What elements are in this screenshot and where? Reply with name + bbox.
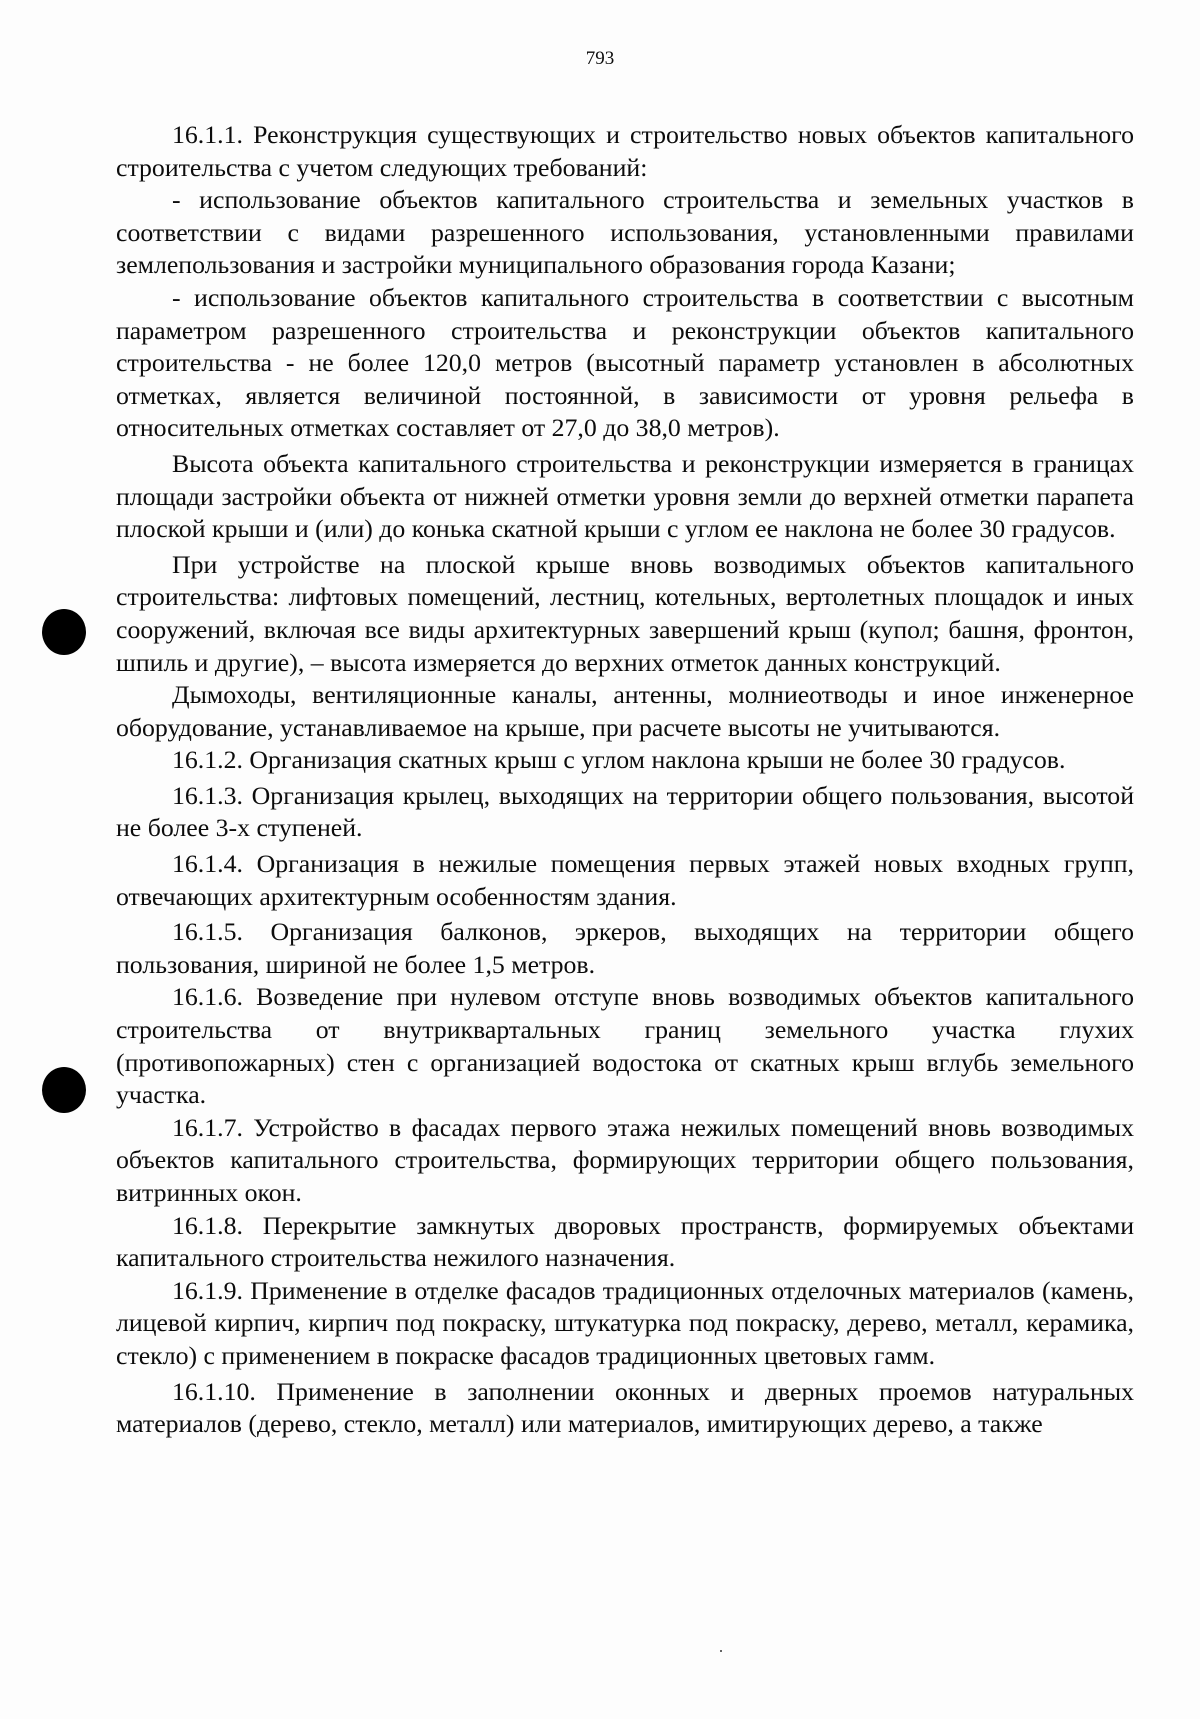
paragraph-16-1-10: 16.1.10. Применение в заполнении оконных и дверных проемов натуральных материалов (дерево, стекло, металл) или материалов, имитирующих дерево, а также xyxy=(116,1376,1134,1439)
paragraph-bullet-height-parameter: - использование объектов капитального строительства в соответствии с высотным параметром разрешенного строительства и реконструкции объектов капитального строительства - не более 120,0 метров (высотный параметр установлен в абсолютных отметках, является величиной постоянной, в зависимости от уровня рельефа в относительных отметках составляет от 27,0 до 38,0 метров). xyxy=(116,282,1134,443)
paragraph-16-1-5: 16.1.5. Организация балконов, эркеров, выходящих на территории общего пользования, шириной не более 1,5 метров. xyxy=(116,917,1134,979)
paragraph-16-1-9: 16.1.9. Применение в отделке фасадов традиционных отделочных материалов (камень, лицевой кирпич, кирпич под покраску, штукатурка под покраску, дерево, металл, керамика, стекло) с применением в покраске фасадов традиционных цветовых гамм. xyxy=(116,1275,1134,1370)
punch-hole-top xyxy=(42,609,86,655)
paragraph-16-1-1: 16.1.1. Реконструкция существующих и строительство новых объектов капитального строительства с учетом следующих требований: xyxy=(116,120,1134,182)
paragraph-roof-structures: При устройстве на плоской крыше вновь возводимых объектов капитального строительства: лифтовых помещений, лестниц, котельных, вертолетных площадок и иных сооружений, включая все виды архитектурных завершений крыш (купол; башня, фронтон, шпиль и другие), – высота измеряется до верхних отметок данных конструкций. xyxy=(116,549,1134,677)
paragraph-16-1-3: 16.1.3. Организация крылец, выходящих на территории общего пользования, высотой не более 3-х ступеней. xyxy=(116,780,1134,843)
paragraph-16-1-8: 16.1.8. Перекрытие замкнутых дворовых пространств, формируемых объектами капитального строительства нежилого назначения. xyxy=(116,1210,1134,1273)
paragraph-height-measurement: Высота объекта капитального строительства и реконструкции измеряется в границах площади застройки объекта от нижней отметки уровня земли до верхней отметки парапета плоской крыши и (или) до конька скатной крыши с углом ее наклона не более 30 градусов. xyxy=(116,448,1134,544)
document-body xyxy=(116,119,1134,1441)
paragraph-16-1-7: 16.1.7. Устройство в фасадах первого этажа нежилых помещений вновь возводимых объектов капитального строительства, формирующих территории общего пользования, витринных окон. xyxy=(116,1112,1134,1207)
page-number: 793 xyxy=(585,48,615,69)
paragraph-16-1-6: 16.1.6. Возведение при нулевом отступе вновь возводимых объектов капитального строительства от внутриквартальных границ земельного участка глухих (противопожарных) стен с организацией водостока от скатных крыш вглубь земельного участка. xyxy=(116,982,1134,1110)
punch-hole-bottom xyxy=(42,1067,86,1113)
paragraph-bullet-land-use: - использование объектов капитального строительства и земельных участков в соответствии с видами разрешенного использования, установленными правилами землепользования и застройки муниципального образования города Казани; xyxy=(116,185,1134,280)
scan-speck xyxy=(720,1650,722,1652)
paragraph-16-1-4: 16.1.4. Организация в нежилые помещения первых этажей новых входных групп, отвечающих архитектурным особенностям здания. xyxy=(116,849,1134,911)
paragraph-16-1-2: 16.1.2. Организация скатных крыш с углом наклона крыши не более 30 градусов. xyxy=(172,745,1066,775)
paragraph-chimneys: Дымоходы, вентиляционные каналы, антенны, молниеотводы и иное инженерное оборудование, устанавливаемое на крыше, при расчете высоты не учитываются. xyxy=(116,680,1134,742)
